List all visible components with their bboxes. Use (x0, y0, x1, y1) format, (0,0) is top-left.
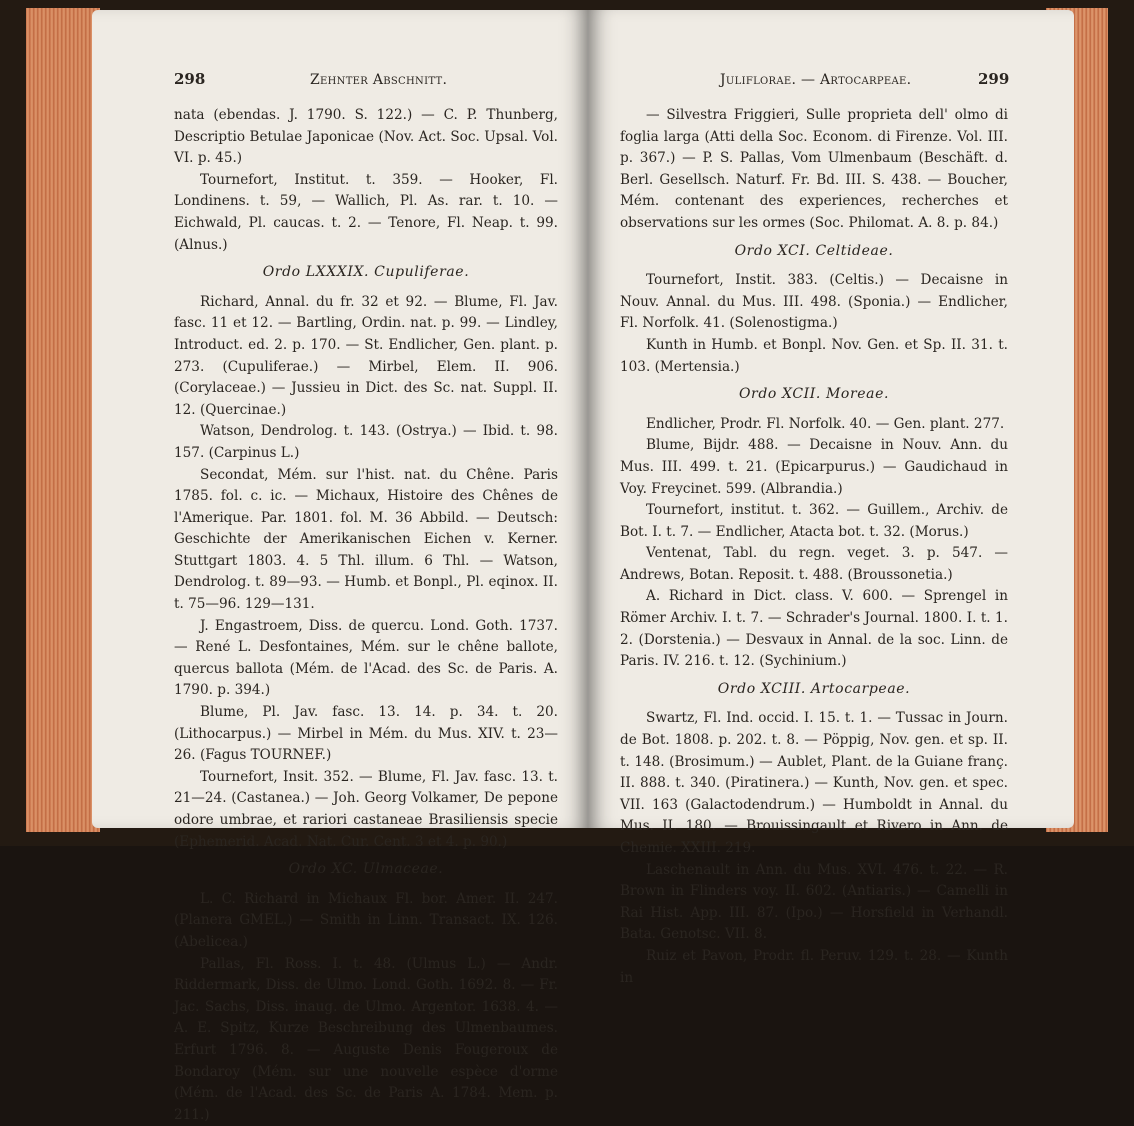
paragraph: Tournefort, Insit. 352. — Blume, Fl. Jav. fasc. 13. t. 21—24. (Castanea.) — Joh. Georg Volkamer, De pepone odore umbrae, et rariori castaneae Brasiliensis specie (Ephemerid. Acad. Nat. Cur. Cent. 3 et 4. p. 90.) (174, 768, 558, 850)
paragraph: — Silvestra Friggieri, Sulle proprieta dell' olmo di foglia larga (Atti della Soc. Econom. di Firenze. Vol. III. p. 367.) — P. S. Pallas, Vom Ulmenbaum (Beschäft. d. Berl. Gesellsch. Naturf. Fr. Bd. III. S. 438. — Boucher, Mém. contenant des experiences, recherches et observations sur les ormes (Soc. Philomat. A. 8. p. 84.) (620, 107, 1008, 231)
ordo-heading: Ordo XCII. Moreae. (738, 386, 890, 403)
paragraph: Swartz, Fl. Ind. occid. I. 15. t. 1. — Tussac in Journ. de Bot. 1808. p. 202. t. 8. — Pöppig, Nov. gen. et sp. II. t. 148. (Brosimum.) — Aublet, Plant. de la Guiane franç. II. 888. t. 340. (Piratinera.) — Kunth, Nov. gen. et spec. VII. 163 (Galactodendrum.) — Humboldt in Annal. du Mus. II. 180. — Brouissingault et Rivero in Ann. de Chemie. XXIII. 219. (620, 710, 1008, 856)
left-page-edges (26, 8, 100, 832)
paragraph: Pallas, Fl. Ross. I. t. 48. (Ulmus L.) — Andr. Riddermark, Diss. de Ulmo. Lond. Goth. 1692. 8. — Fr. Jac. Sachs, Diss. inaug. de Ulmo. Argentor. 1638. 4. — A. E. Spitz, Kurze Beschreibung des Ulmenbaumes. Erfurt 1796. 8. — Auguste Denis Fougeroux de Bondaroy (Mém. sur une nouvelle espèce d'orme (Mém. de l'Acad. des Sc. de Paris A. 1784. Mem. p. 211.) (174, 955, 558, 1123)
paragraph: Tournefort, Instit. 383. (Celtis.) — Decaisne in Nouv. Annal. du Mus. III. 498. (Sponia.) — Endlicher, Fl. Norfolk. 41. (Solenostigma.) (620, 272, 1008, 332)
paragraph: Watson, Dendrolog. t. 143. (Ostrya.) — Ibid. t. 98. 157. (Carpinus L.) (174, 423, 558, 461)
running-head-left: Zehnter Abschnitt. (310, 72, 448, 88)
paragraph: Secondat, Mém. sur l'hist. nat. du Chêne. Paris 1785. fol. c. ic. — Michaux, Histoire des Chênes de l'Amerique. Par. 1801. fol. M. 36 Abbild. — Deutsch: Geschichte der Amerikanischen Eichen v. Kerner. Stuttgart 1803. 4. 5 Thl. illum. 6 Thl. — Watson, Dendrolog. t. 89—93. — Humb. et Bonpl., Pl. eqinox. II. t. 75—96. 129—131. (174, 466, 558, 613)
paragraph: Richard, Annal. du fr. 32 et 92. — Blume, Fl. Jav. fasc. 11 et 12. — Bartling, Ordin. nat. p. 99. — Lindley, Introduct. ed. 2. p. 170. — St. Endlicher, Gen. plant. p. 273. (Cupuliferae.) — Mirbel, Elem. II. 906. (Corylaceae.) — Jussieu in Dict. des Sc. nat. Suppl. II. 12. (Quercinae.) (174, 293, 558, 418)
right-page-text (620, 105, 1008, 989)
left-page (92, 10, 588, 1123)
paragraph: Kunth in Humb. et Bonpl. Nov. Gen. et Sp. II. 31. t. 103. (Mertensia.) (620, 336, 1008, 375)
paragraph: Blume, Bijdr. 488. — Decaisne in Nouv. Ann. du Mus. III. 499. t. 21. (Epicarpurus.) — Gaudichaud in Voy. Freycinet. 599. (Albrandia.) (620, 437, 1008, 497)
ordo-heading: Ordo XCIII. Artocarpeae. (717, 680, 911, 697)
paragraph: Ventenat, Tabl. du regn. veget. 3. p. 547. — Andrews, Botan. Reposit. t. 488. (Broussonetia.) (620, 545, 1008, 583)
paragraph: L. C. Richard in Michaux Fl. bor. Amer. II. 247. (Planera GMEL.) — Smith in Linn. Transact. IX. 126. (Abelicea.) (174, 890, 558, 950)
paragraph: Ruiz et Pavon, Prodr. fl. Peruv. 129. t. 28. — Kunth in (620, 947, 1008, 986)
paragraph: Tournefort, institut. t. 362. — Guillem., Archiv. de Bot. I. t. 7. — Endlicher, Atacta bot. t. 32. (Morus.) (620, 502, 1008, 540)
ordo-heading: Ordo LXXXIX. Cupuliferae. (262, 264, 470, 281)
left-page-text (174, 105, 558, 1126)
ordo-heading: Ordo XC. Ulmaceae. (288, 861, 444, 878)
paragraph: A. Richard in Dict. class. V. 600. — Sprengel in Römer Archiv. I. t. 7. — Schrader's Journal. 1800. I. t. 1. 2. (Dorstenia.) — Desvaux in Annal. de la soc. Linn. de Paris. IV. 216. t. 12. (Sychinium.) (620, 588, 1008, 670)
ordo-heading: Ordo XCI. Celtideae. (734, 242, 894, 259)
page-number-left: 298 (174, 70, 206, 88)
paragraph: Endlicher, Prodr. Fl. Norfolk. 40. — Gen. plant. 277. (646, 415, 1005, 432)
paragraph: Tournefort, Institut. t. 359. — Hooker, Fl. Londinens. t. 59, — Wallich, Pl. As. rar. t. 10. — Eichwald, Pl. caucas. t. 2. — Tenore, Fl. Neap. t. 99. (Alnus.) (174, 171, 558, 253)
paragraph: Laschenault in Ann. du Mus. XVI. 476. t. 22. — R. Brown in Flinders voy. II. 602. (Antiaris.) — Camelli in Rai Hist. App. III. 87. (Ipo.) — Horsfield in Verhandl. Bata. Genotsc. VII. 8. (620, 861, 1008, 943)
paragraph: nata (ebendas. J. 1790. S. 122.) — C. P. Thunberg, Descriptio Betulae Japonicae (Nov. Act. Soc. Upsal. Vol. VI. p. 45.) (174, 107, 558, 167)
running-head-right: Juliflorae. — Artocarpeae. (720, 72, 912, 88)
paragraph: Blume, Pl. Jav. fasc. 13. 14. p. 34. t. 20. (Lithocarpus.) — Mirbel in Mém. du Mus. XIV. t. 23—26. (Fagus TOURNEF.) (174, 704, 558, 764)
right-page (588, 10, 1074, 986)
paragraph: J. Engastroem, Diss. de quercu. Lond. Goth. 1737. — René L. Desfontaines, Mém. sur le chêne ballote, quercus ballota (Mém. de l'Acad. des Sc. de Paris. A. 1790. p. 394.) (174, 617, 558, 699)
page-number-right: 299 (978, 70, 1010, 88)
